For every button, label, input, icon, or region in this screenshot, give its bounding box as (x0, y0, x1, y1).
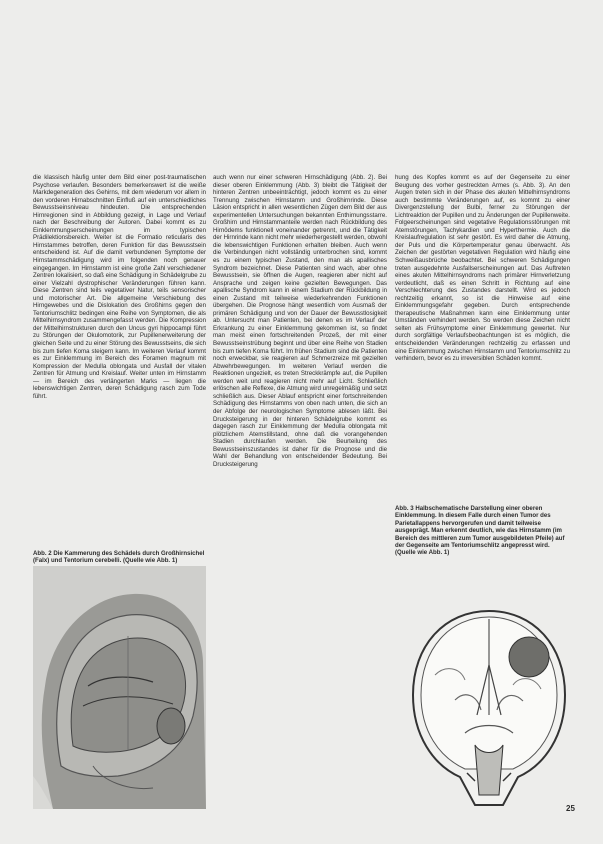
figure-2-head-illustration (33, 566, 206, 809)
figure-caption-3: Abb. 3 Halbschematische Darstellung einer oberen Einklemmung. In diesem Falle durch einen Tumor des Parietallappens hervorgerufen und damit teilweise ausgeprägt. Man erkennt deutlich, wie das Hirnstamm (im Bereich des mittleren zum Tumor ausgebildeten Pfeile) auf der Gegenseite am Tentoriumschlitz angepresst wird. (Quelle wie Abb. 1) (395, 505, 565, 557)
page-number: 25 (566, 804, 575, 813)
figure-3-brain-schematic (405, 605, 573, 815)
figure-caption-2: Abb. 2 Die Kammerung des Schädels durch Großhirnsichel (Falx) und Tentorium cerebelli. (Quelle wie Abb. 1) (33, 550, 205, 565)
text-column-right (395, 174, 570, 494)
body-text: hung des Kopfes kommt es auf der Gegenseite zu einer Beugung des vorher gestreckten Armes (s. Abb. 3). An den Augen treten sich in der Phase des akuten Mittelhirnsyndroms auch bestimmte Veränderungen auf, es kommt zu einer Divergenzstellung der Bulbi, ferner zu Störungen der Lichtreaktion der Pupillen und zu Änderungen der Pupillenweite. Folgeerscheinungen sind vegetative Regulationsstörungen mit Atemstörungen, Tachykardien und Hyperthermie. Auch die Kreislaufregulation ist sehr gestört. Es wird daher die Atmung, der Puls und die Körpertemperatur genau überwacht. Als Zeichen der gestörten vegetativen Regulation wird häufig eine Schweißausbrüche beobachtet. Bei schweren Schädigungen treten ausgedehnte Ausfallserscheinungen auf. Das Auftreten eines akuten Mittelhirnsyndroms nach primärer Hirnverletzung verdeutlicht, daß es einen Schritt in Richtung auf eine Verschlechterung des Zustandes darstellt. Wird es jedoch rechtzeitig erkannt, so ist die Hinweise auf eine Einklemmungsgefahr gegeben. Durch entsprechende therapeutische Maßnahmen kann eine Einklemmung unter Umständen verhindert werden. So werden diese Zeichen nicht selten als Frühsymptome einer Einklemmung gewertet. Nur durch sorgfältige Verlaufsbeobachtungen ist es möglich, die entscheidenden Veränderungen rechtzeitig zu erfassen und eine Einklemmung zwischen Hirnstamm und Tentoriumschlitz zu verhindern, bevor es zu irreversiblen Schäden kommt. (395, 174, 570, 363)
text-column-left (33, 174, 206, 540)
body-text: auch wenn nur einer schweren Hirnschädigung (Abb. 2). Bei dieser oberen Einklemmung (Abb. 3) bleibt die Tätigkeit der hinteren Zentren unbeeinträchtigt, jedoch kommt es zu einer Trennung zwischen Hirnstamm und Großhirnrinde. Diese Läsion entspricht in allen wesentlichen Zügen dem Bild der aus experimentellen Untersuchungen bekannten Enthirnungsstarre. Großhirn und Hirnstammanteile werden nach Rückbildung des Hirnödems funktionell voneinander getrennt, und die Tätigkeit der Hirnrinde kann nicht mehr wiederhergestellt werden, obwohl die lebenswichtigen Funktionen erhalten bleiben. Auch wenn die Verbindungen nicht vollständig unterbrochen sind, kommt es zu einem typischen Zustand, den man als apallisches Syndrom bezeichnet. Diese Patienten sind wach, aber ohne Bewusstsein, sie öffnen die Augen, reagieren aber nicht auf Ansprache und zeigen keine gezielten Bewegungen. Das apallische Syndrom kann in einem Stadium der Rückbildung in einen Zustand mit teilweise wiederkehrenden Funktionen übergehen. Die Prognose hängt wesentlich vom Ausmaß der primären Schädigung und von der Dauer der Bewusstlosigkeit ab. Untersucht man Patienten, bei denen es im Verlauf der Erkrankung zu einer Einklemmung gekommen ist, so findet man meist einen fortschreitenden Prozeß, der mit einer Bewusstseinstrübung beginnt und über eine Reihe von Stadien bis zum tiefen Koma führt. Im frühen Stadium sind die Patienten noch erweckbar, sie reagieren auf Schmerzreize mit gezielten Abwehrbewegungen. Im weiteren Verlauf werden die Reaktionen ungezielt, es treten Streckkrämpfe auf, die Pupillen werden weit und reagieren nicht mehr auf Licht. Schließlich erlöschen alle Reflexe, die Atmung wird unregelmäßig und setzt schließlich aus. Dieser Ablauf entspricht einer fortschreitenden Schädigung des Hirnstamms von oben nach unten, die sich an der Abfolge der neurologischen Symptome ablesen läßt. Bei Drucksteigerung in der hinteren Schädelgrube kommt es dagegen rasch zur Einklemmung der Medulla oblongata mit plötzlichem Atemstillstand, ohne daß die vorangehenden Stadien durchlaufen werden. Die Beurteilung des Bewusstseinszustandes ist daher für die Prognose und die Wahl der Behandlung von entscheidender Bedeutung. Bei Drucksteigerung (213, 174, 387, 468)
text-column-middle (213, 174, 387, 807)
body-text: die klassisch häufig unter dem Bild einer post-traumatischen Psychose verlaufen. Besonders bemerkenswert ist die weiße Markdegeneration des Gehirns, mit dem wiederum vor allem in den vorderen Hirnabschnitten Einfluß auf ein unterschiedliches Bewusstseinsniveau hindeuten. Die entsprechenden Hirnregionen sind in Abbildung gezeigt, in Lage und Verlauf nach der Beschreibung der Autoren. Dabei kommt es zu Einklemmungserscheinungen im typischen Prädilektionsbereich. Weiter ist die Formatio reticularis des Hirnstammes betroffen, deren Funktion für das Bewusstsein entscheidend ist. Auf die damit verbundenen Symptome der Hirnstammschädigung wird im folgenden noch genauer eingegangen. Im Hirnstamm ist eine große Zahl verschiedener Zentren lokalisiert, so daß eine Schädigung in Schädelgrube zu einer Vielzahl dystrophischer Veränderungen führen kann. Diese Zentren sind teils vegetativer Natur, teils sensorischer und motorischer Art. Die allgemeine Verschiebung des Hirngewebes und die Dislokation des Großhirns gegen den Tentoriumschlitz bedingen eine Reihe von Symptomen, die als Mittelhirnsyndrom zusammengefasst werden. Die Kompression der Mittelhirnstrukturen durch den Uncus gyri hippocampi führt zu Störungen der Okulomotorik, zur Pupillenerweiterung der gleichen Seite und zu einer Störung des Bewusstseins, die sich bis zum tiefen Koma steigern kann. Im weiteren Verlauf kommt es zur Einklemmung im Bereich des Foramen magnum mit Kompression der Medulla oblongata und Ausfall der vitalen Zentren für Atmung und Kreislauf. Weiter unten im Hirnstamm — im Bereich des verlängerten Marks — liegen die lebenswichtigen Zentren, deren Schädigung rasch zum Tode führt. (33, 174, 206, 400)
